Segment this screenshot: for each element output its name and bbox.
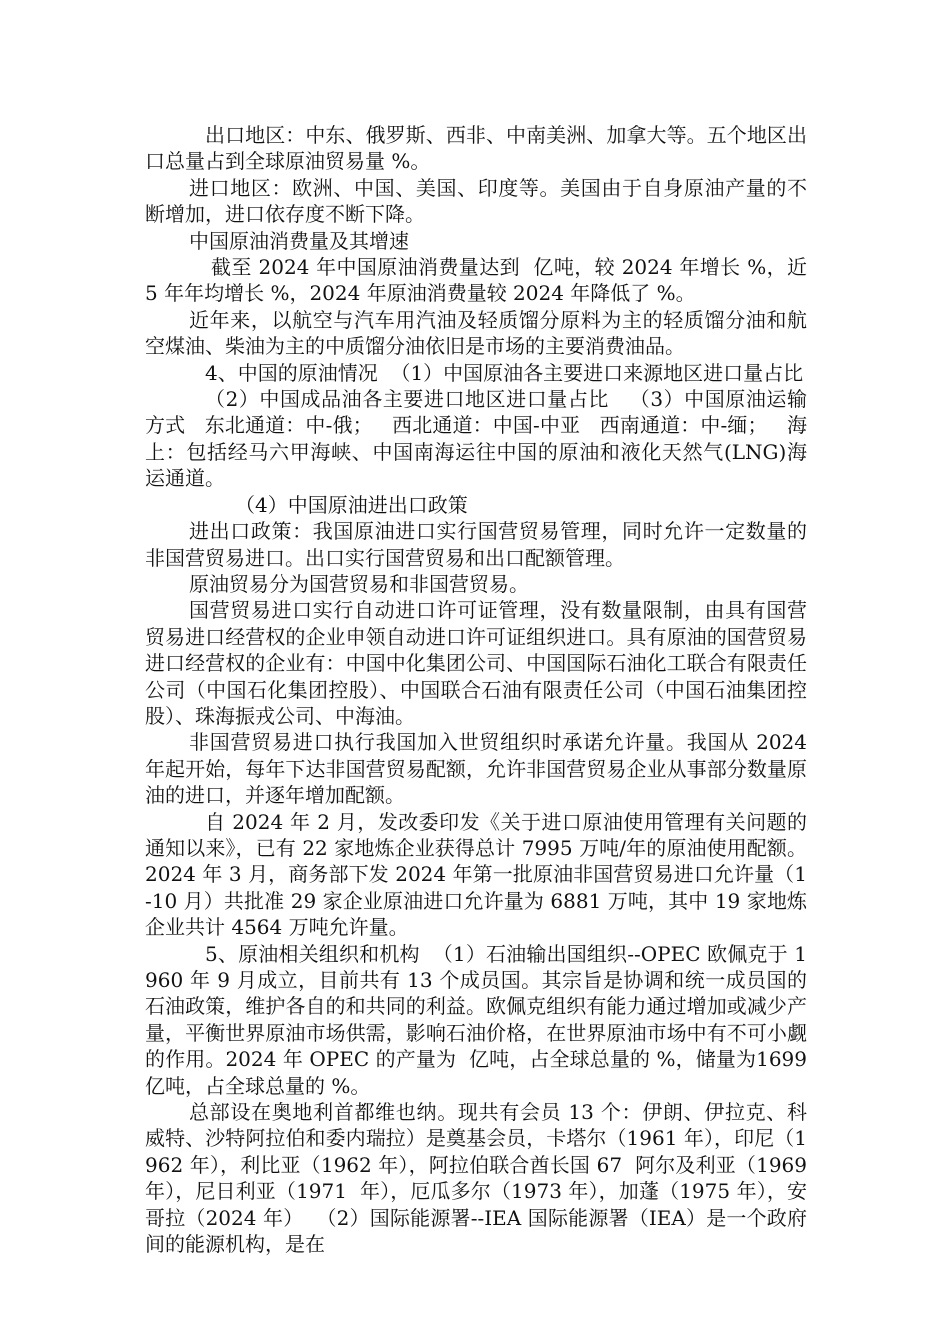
section-heading-consumption: 中国原油消费量及其增速 — [189, 228, 409, 253]
paragraph-opec: 5、原油相关组织和机构 （1）石油输出国组织--OPEC 欧佩克于 1960 年 9 月成立，目前共有 13 个成员国。其宗旨是协调和统一成员国的石油政策，维护各自的和共同的利益。欧佩克组织有能力通过增加或减少产量，平衡世界原油市场供需，影响石油价格，在世界原油市场中有不可小觑的作用。2024 年 OPEC 的产量为 亿吨，占全球总量的 %，储量为1699 亿吨，占全球总量的 %。 — [145, 941, 814, 1098]
paragraph-state-trade: 国营贸易进口实行自动进口许可证管理，没有数量限制，由具有国营贸易进口经营权的企业申领自动进口许可证组织进口。具有原油的国营贸易进口经营权的企业有：中国中化集团公司、中国国际石油化工联合有限责任公司（中国石化集团控股）、中国联合石油有限责任公司（中国石油集团控股）、珠海振戎公司、中海油。 — [145, 598, 807, 728]
paragraph-trade-types: 原油贸易分为国营贸易和非国营贸易。 — [189, 571, 529, 596]
paragraph-quota-details: 自 2024 年 2 月，发改委印发《关于进口原油使用管理有关问题的通知以来》，已有 22 家地炼企业获得总计 7995 万吨/年的原油使用配额。2024 年 3 月，商务部下发 2024 年第一批原油非国营贸易进口允许量（1-10 月）共批准 29 家企业原油进口允许量为 6881 万吨，其中 19 家地炼企业共计 4564 万吨允许量。 — [145, 809, 807, 940]
paragraph-export-regions: 出口地区：中东、俄罗斯、西非、中南美洲、加拿大等。五个地区出口总量占到全球原油贸易量 %。 — [145, 123, 807, 174]
section-heading-trade-policy: （4）中国原油进出口政策 — [235, 492, 468, 517]
paragraph-transport-routes: （2）中国成品油各主要进口地区进口量占比 （3）中国原油运输方式 东北通道：中-俄； 西北通道：中国-中亚 西南通道：中-缅； 海上：包括经马六甲海峡、中国南海运往中国的原油和液化天然气(LNG)海运通道。 — [145, 387, 807, 491]
paragraph-opec-members: 总部设在奥地利首都维也纳。现共有会员 13 个：伊朗、伊拉克、科威特、沙特阿拉伯和委内瑞拉）是奠基会员，卡塔尔（1961 年），印尼（1962 年），利比亚（1962 年），阿拉伯联合酋长国 67 阿尔及利亚（1969 年），尼日利亚（1971 年），厄瓜多尔（1973 年），加蓬（1975 年），安哥拉（2024 年） （2）国际能源署--IEA 国际能源署（IEA）是一个政府间的能源机构，是在 — [145, 1100, 814, 1257]
section-heading-china-crude: 4、中国的原油情况 （1）中国原油各主要进口来源地区进口量占比 — [205, 360, 804, 385]
paragraph-consumption-stats: 截至 2024 年中国原油消费量达到 亿吨，较 2024 年增长 %，近 5 年年均增长 %，2024 年原油消费量较 2024 年降低了 %。 — [145, 255, 814, 306]
paragraph-non-state-trade: 非国营贸易进口执行我国加入世贸组织时承诺允许量。我国从 2024 年起开始，每年下达非国营贸易配额，允许非国营贸易企业从事部分数量原油的进口，并逐年增加配额。 — [145, 730, 814, 808]
paragraph-trade-policy: 进出口政策：我国原油进口实行国营贸易管理，同时允许一定数量的非国营贸易进口。出口实行国营贸易和出口配额管理。 — [145, 519, 807, 570]
paragraph-consumption-products: 近年来，以航空与汽车用汽油及轻质馏分原料为主的轻质馏分油和航空煤油、柴油为主的中质馏分油依旧是市场的主要消费油品。 — [145, 307, 807, 359]
document-body — [145, 122, 814, 1257]
paragraph-import-regions: 进口地区：欧洲、中国、美国、印度等。美国由于自身原油产量的不断增加，进口依存度不断下降。 — [145, 175, 807, 227]
